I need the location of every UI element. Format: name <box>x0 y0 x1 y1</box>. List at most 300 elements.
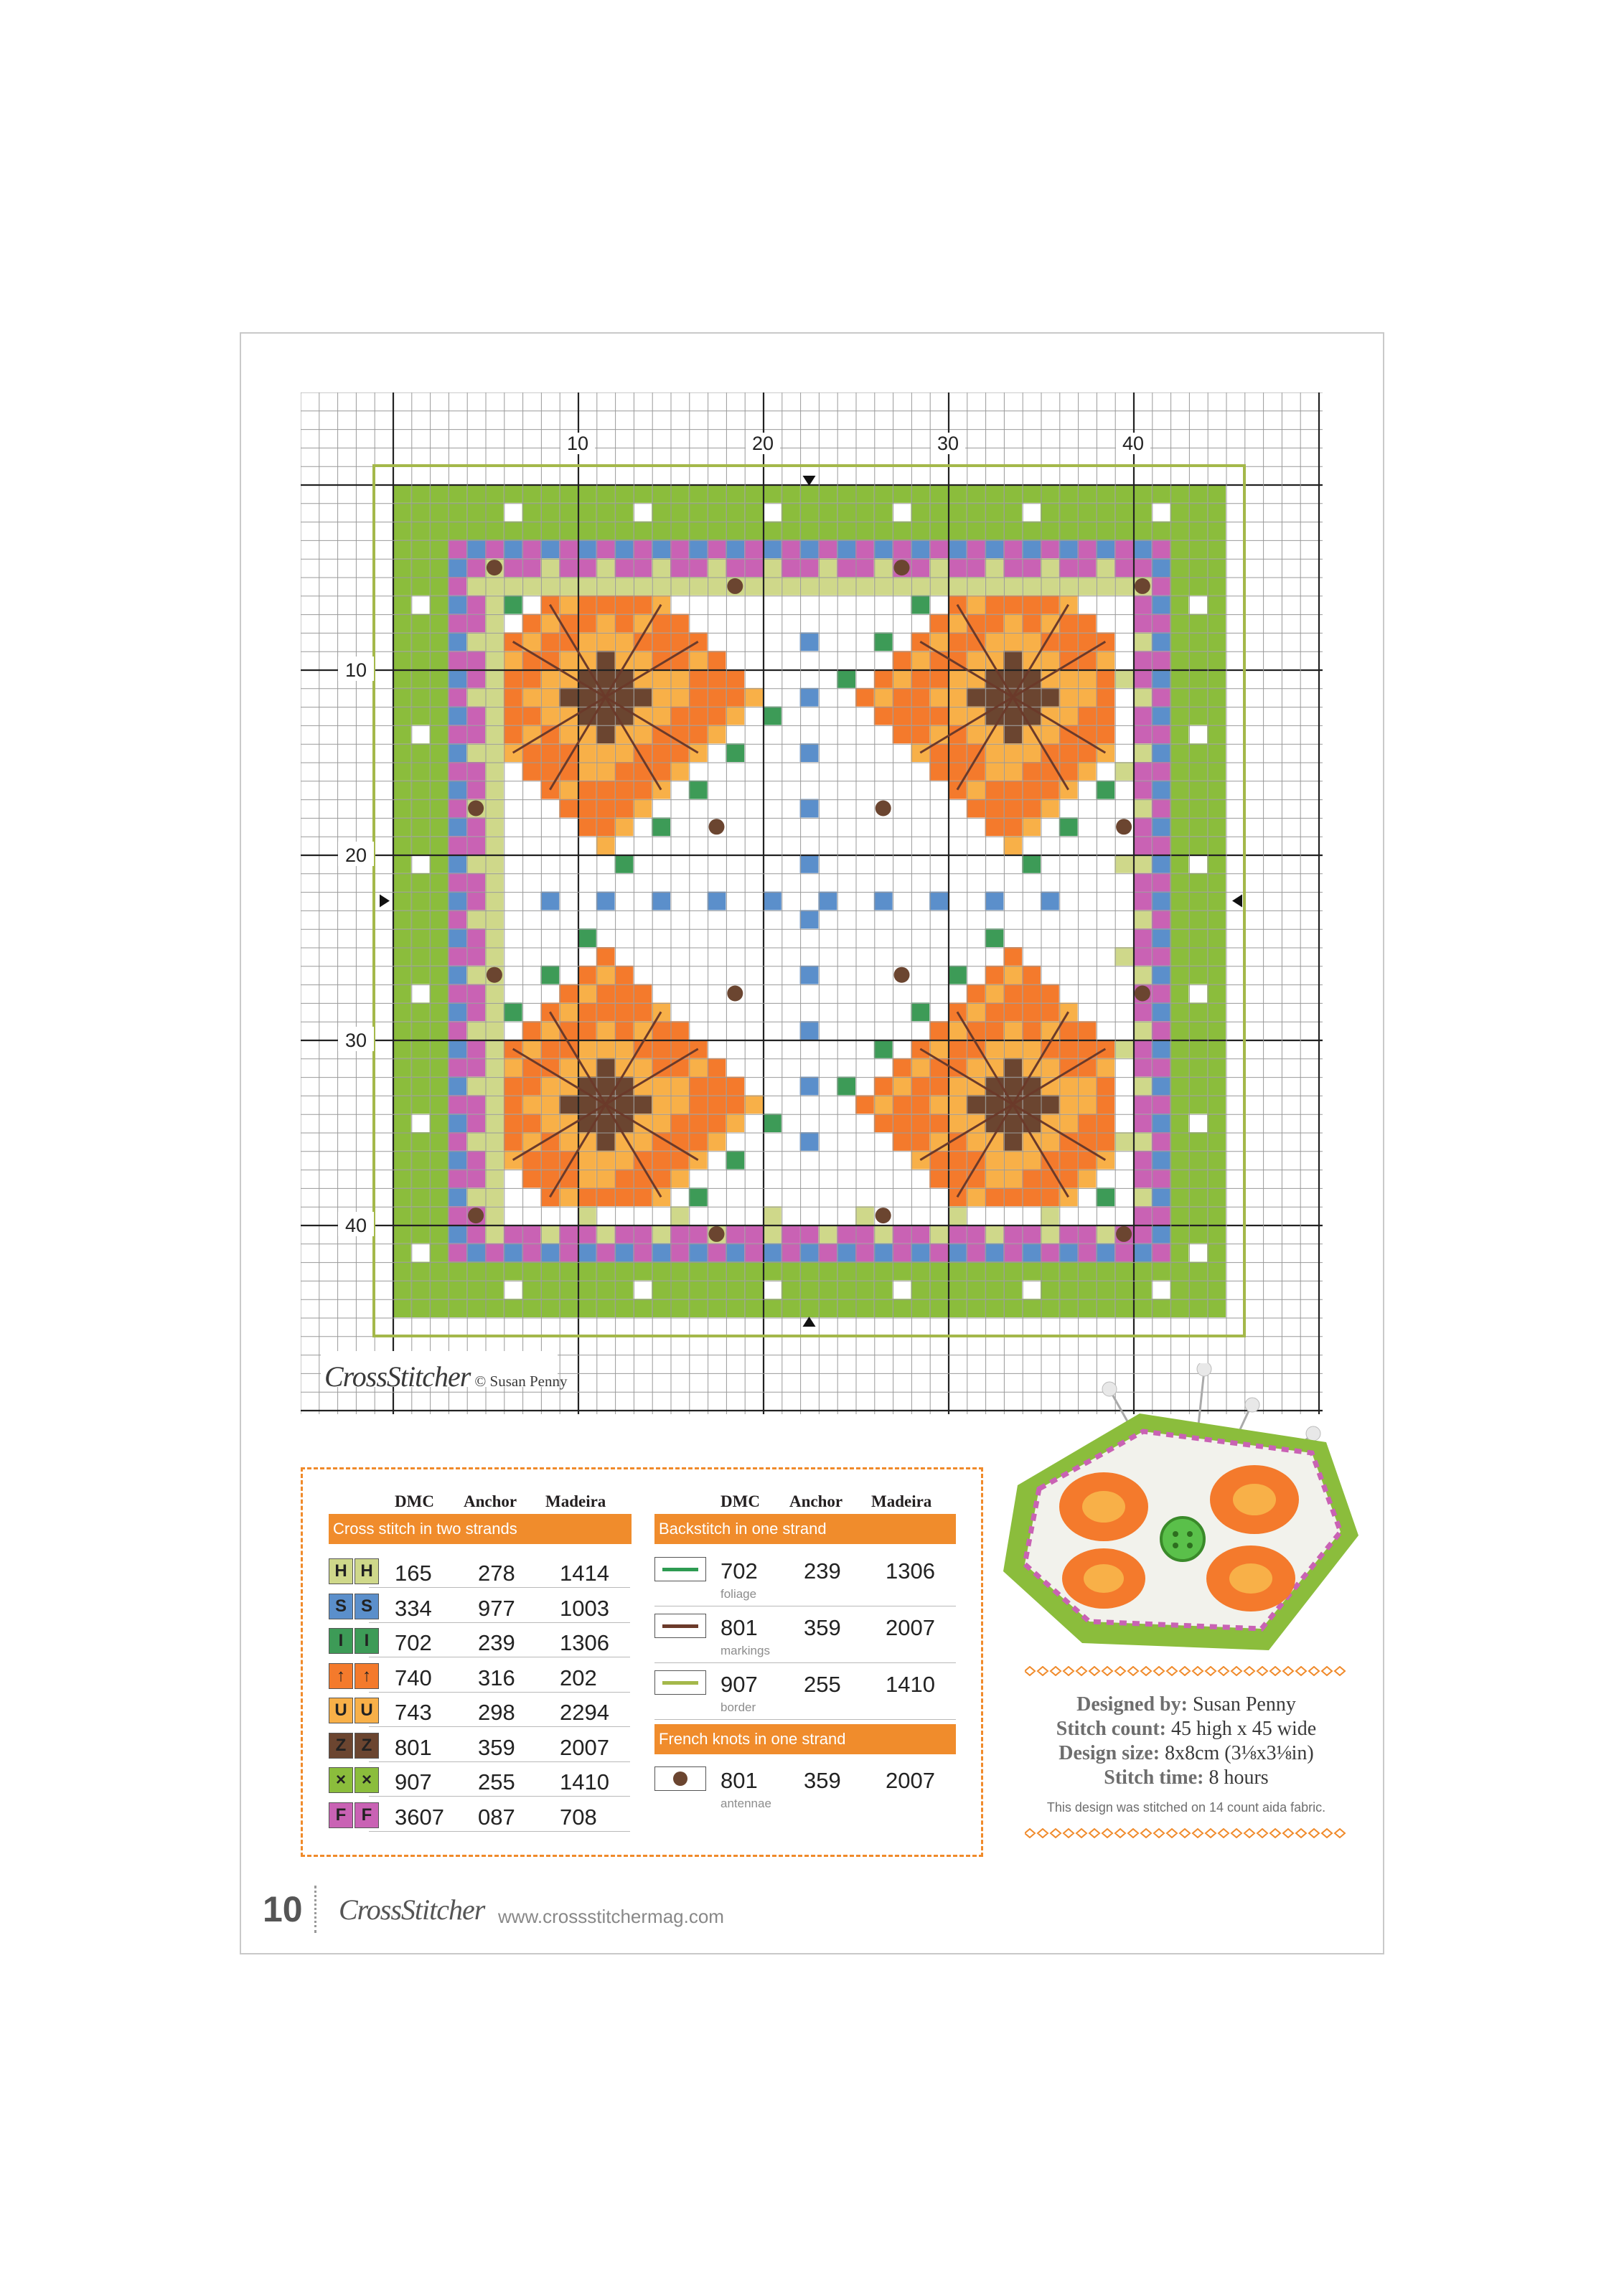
stitch-cell <box>504 577 522 596</box>
stitch-time-line <box>1003 1766 1369 1790</box>
stitch-cell <box>744 503 763 522</box>
stitch-cell <box>411 1002 430 1021</box>
stitch-cell <box>448 558 466 577</box>
key-row <box>329 1693 632 1728</box>
dmc-number: 801 <box>721 1615 758 1640</box>
stitch-cell <box>578 558 596 577</box>
stitch-cell <box>1041 1243 1059 1262</box>
stitch-cell <box>1041 540 1059 558</box>
stitch-cell <box>522 614 541 633</box>
stitch-cell <box>855 503 874 522</box>
madeira-number: 2007 <box>886 1615 935 1640</box>
stitch-cell <box>689 484 708 503</box>
stitch-cell <box>1207 762 1226 781</box>
anchor-number: 977 <box>478 1595 515 1621</box>
stitch-cell <box>818 484 837 503</box>
stitch-cell <box>652 596 670 614</box>
stitch-cell <box>929 707 948 725</box>
stitch-cell <box>708 1058 726 1077</box>
stitch-cell <box>1003 503 1022 522</box>
symbol-glyph: S <box>329 1594 353 1619</box>
stitch-cell <box>615 1040 634 1058</box>
stitch-cell <box>1170 781 1189 799</box>
stitch-cell <box>1096 540 1114 558</box>
stitch-cell <box>411 669 430 688</box>
stitch-cell <box>818 1280 837 1299</box>
stitch-cell <box>689 1058 708 1077</box>
stitch-cell <box>540 522 559 540</box>
stitch-cell <box>596 540 615 558</box>
stitch-cell <box>1022 743 1041 762</box>
stitch-cell <box>948 966 967 984</box>
stitch-cell <box>652 707 670 725</box>
stitch-cell <box>837 558 855 577</box>
stitch-cell <box>837 522 855 540</box>
stitch-cell <box>578 762 596 781</box>
stitch-cell <box>985 1151 1004 1170</box>
column-number: 40 <box>1122 433 1145 454</box>
stitch-cell <box>1188 910 1207 928</box>
stitch-cell <box>1059 503 1078 522</box>
stitch-cell <box>967 1225 985 1243</box>
stitch-cell <box>948 1077 967 1096</box>
stitch-cell <box>1022 577 1041 596</box>
stitch-cell <box>1188 947 1207 966</box>
stitch-cell <box>929 1095 948 1114</box>
stitch-cell <box>985 1002 1004 1021</box>
stitch-cell <box>393 1040 411 1058</box>
stitch-cell <box>744 540 763 558</box>
stitch-cell <box>1152 596 1170 614</box>
stitch-cell <box>448 984 466 1003</box>
stitch-cell <box>985 596 1004 614</box>
stitch-cell <box>596 725 615 743</box>
stitch-cell <box>633 1095 652 1114</box>
row-divider <box>369 1831 630 1832</box>
symbol-glyph: ↑ <box>355 1663 379 1689</box>
stitch-cell <box>670 1280 689 1299</box>
stitch-cell <box>466 1225 485 1243</box>
stitch-cell <box>448 1095 466 1114</box>
stitch-cell <box>948 1040 967 1058</box>
stitch-cell <box>540 1114 559 1132</box>
stitch-cell <box>911 1002 929 1021</box>
stitch-cell <box>948 632 967 651</box>
stitch-cell <box>708 1243 726 1262</box>
stitch-cell <box>985 817 1004 836</box>
stitch-cell <box>1170 540 1189 558</box>
stitch-cell <box>1152 1225 1170 1243</box>
stitch-cell <box>689 1114 708 1132</box>
stitch-cell <box>1133 1299 1152 1317</box>
thread-symbol <box>329 1698 380 1723</box>
stitch-cell <box>448 484 466 503</box>
stitch-cell <box>1059 1114 1078 1132</box>
stitch-cell <box>411 614 430 633</box>
stitch-cell <box>1188 817 1207 836</box>
stitch-cell <box>1114 1243 1133 1262</box>
stitch-cell <box>466 669 485 688</box>
stitch-cell <box>466 632 485 651</box>
stitch-cell <box>430 1299 449 1317</box>
stitch-cell <box>411 503 430 522</box>
stitch-cell <box>615 1225 634 1243</box>
dmc-number: 907 <box>395 1769 432 1794</box>
stitch-cell <box>430 799 449 818</box>
stitch-cell <box>1041 1225 1059 1243</box>
stitch-cell <box>670 1114 689 1132</box>
dmc-header: DMC <box>721 1492 760 1510</box>
stitch-cell <box>448 1021 466 1040</box>
stitch-cell <box>559 1002 578 1021</box>
dmc-number: 801 <box>721 1768 758 1793</box>
stitch-cell <box>1022 781 1041 799</box>
stitch-cell <box>800 743 819 762</box>
stitch-cell <box>1003 1243 1022 1262</box>
stitch-cell <box>448 1262 466 1281</box>
stitch-cell <box>1188 503 1207 522</box>
stitch-cell <box>615 1187 634 1206</box>
stitch-cell <box>485 725 504 743</box>
stitch-cell <box>929 892 948 911</box>
stitch-cell <box>689 1299 708 1317</box>
stitch-cell <box>448 799 466 818</box>
row-divider <box>369 1692 630 1693</box>
stitch-time-label: Stitch time: <box>1104 1766 1204 1789</box>
stitch-cell <box>1152 799 1170 818</box>
stitch-cell <box>596 836 615 855</box>
stitch-cell <box>504 522 522 540</box>
footer-url[interactable]: www.crossstitchermag.com <box>498 1906 724 1927</box>
stitch-cell <box>1152 855 1170 873</box>
thread-use-label: foliage <box>721 1587 757 1601</box>
symbol-glyph: H <box>329 1558 353 1584</box>
stitch-cell <box>633 688 652 707</box>
stitch-cell <box>708 651 726 669</box>
stitch-cell <box>393 1002 411 1021</box>
stitch-cell <box>689 1262 708 1281</box>
stitch-cell <box>967 1262 985 1281</box>
stitch-cell <box>466 1151 485 1170</box>
stitch-cell <box>708 1262 726 1281</box>
stitch-cell <box>633 1058 652 1077</box>
stitch-cell <box>393 558 411 577</box>
stitch-cell <box>633 558 652 577</box>
stitch-cell <box>1152 1002 1170 1021</box>
stitch-cell <box>1022 817 1041 836</box>
stitch-cell <box>633 1225 652 1243</box>
symbol-glyph: Z <box>329 1733 353 1759</box>
stitch-cell <box>1152 1077 1170 1096</box>
stitch-cell <box>855 1225 874 1243</box>
stitch-cell <box>448 762 466 781</box>
stitch-cell <box>948 707 967 725</box>
stitch-cell <box>985 781 1004 799</box>
stitch-cell <box>411 1206 430 1225</box>
stitch-cell <box>485 1077 504 1096</box>
stitch-cell <box>782 558 800 577</box>
stitch-cell <box>1170 1299 1189 1317</box>
stitch-cell <box>1152 762 1170 781</box>
stitch-cell <box>485 1040 504 1058</box>
stitch-cell <box>708 1280 726 1299</box>
stitch-cell <box>504 632 522 651</box>
stitch-cell <box>1096 1095 1114 1114</box>
stitch-cell <box>430 669 449 688</box>
stitch-cell <box>393 522 411 540</box>
anchor-number: 278 <box>478 1561 515 1586</box>
stitch-cell <box>1170 1151 1189 1170</box>
stitch-cell <box>596 1243 615 1262</box>
stitch-cell <box>1078 484 1097 503</box>
stitch-cell <box>1207 1077 1226 1096</box>
stitch-cell <box>393 762 411 781</box>
stitch-cell <box>1003 558 1022 577</box>
stitches <box>393 484 1226 1317</box>
stitch-cell <box>578 484 596 503</box>
stitch-cell <box>1059 540 1078 558</box>
stitch-cell <box>411 1021 430 1040</box>
stitch-cell <box>540 892 559 911</box>
stitch-cell <box>411 1077 430 1096</box>
stitch-cell <box>652 1243 670 1262</box>
stitch-cell <box>466 651 485 669</box>
stitch-cell <box>448 817 466 836</box>
stitch-cell <box>929 1077 948 1096</box>
stitch-cell <box>967 1002 985 1021</box>
stitch-cell <box>1133 558 1152 577</box>
stitch-time-value: 8 hours <box>1208 1766 1269 1789</box>
stitch-cell <box>596 966 615 984</box>
stitch-cell <box>430 928 449 947</box>
stitch-cell <box>1188 836 1207 855</box>
stitch-cell <box>504 1077 522 1096</box>
stitch-cell <box>948 688 967 707</box>
stitch-cell <box>485 873 504 892</box>
row-divider <box>369 1796 630 1797</box>
stitch-cell <box>1041 1299 1059 1317</box>
stitch-cell <box>393 1095 411 1114</box>
stitch-cell <box>1207 1040 1226 1058</box>
stitch-cell <box>430 540 449 558</box>
stitch-cell <box>1022 540 1041 558</box>
stitch-cell <box>393 540 411 558</box>
stitch-cell <box>485 1021 504 1040</box>
stitch-cell <box>1096 1225 1114 1243</box>
stitch-cell <box>559 540 578 558</box>
stitch-cell <box>708 669 726 688</box>
stitch-cell <box>466 910 485 928</box>
stitch-cell <box>1152 688 1170 707</box>
french-knot <box>894 560 910 575</box>
stitch-cell <box>596 596 615 614</box>
stitch-cell <box>466 947 485 966</box>
stitch-cell <box>1078 1021 1097 1040</box>
stitch-cell <box>559 1187 578 1206</box>
stitch-cell <box>540 503 559 522</box>
stitch-cell <box>596 1170 615 1188</box>
stitch-cell <box>1059 781 1078 799</box>
stitch-cell <box>1059 1225 1078 1243</box>
stitch-cell <box>1207 484 1226 503</box>
madeira-header: Madeira <box>545 1492 606 1510</box>
stitch-cell <box>800 966 819 984</box>
stitch-cell <box>1207 855 1226 873</box>
madeira-number: 1414 <box>560 1561 609 1586</box>
stitch-cell <box>448 503 466 522</box>
stitch-cell <box>559 1262 578 1281</box>
stitch-cell <box>1078 1243 1097 1262</box>
stitch-cell <box>800 1225 819 1243</box>
stitch-cell <box>1188 873 1207 892</box>
anchor-header: Anchor <box>464 1492 517 1510</box>
stitch-cell <box>1022 558 1041 577</box>
stitch-cell <box>485 707 504 725</box>
stitch-cell <box>615 614 634 633</box>
stitch-cell <box>1207 725 1226 743</box>
stitch-cell <box>1188 1095 1207 1114</box>
stitch-cell <box>466 1262 485 1281</box>
stitch-cell <box>633 1002 652 1021</box>
stitch-cell <box>596 632 615 651</box>
stitch-cell <box>967 596 985 614</box>
stitch-cell <box>1078 1225 1097 1243</box>
stitch-cell <box>800 484 819 503</box>
stitch-cell <box>1003 799 1022 818</box>
stitch-cell <box>1096 1299 1114 1317</box>
stitch-cell <box>615 1243 634 1262</box>
stitch-cell <box>948 1243 967 1262</box>
stitch-cell <box>1170 873 1189 892</box>
stitch-cell <box>967 688 985 707</box>
stitch-cell <box>633 984 652 1003</box>
symbol-glyph: I <box>355 1628 379 1654</box>
stitch-cell <box>1059 1187 1078 1206</box>
stitch-cell <box>430 1077 449 1096</box>
stitch-cell <box>1096 781 1114 799</box>
stitch-cell <box>522 1262 541 1281</box>
stitch-cell <box>708 688 726 707</box>
stitch-cell <box>1170 614 1189 633</box>
stitch-cell <box>1078 1170 1097 1188</box>
stitch-cell <box>466 855 485 873</box>
stitch-cell <box>929 688 948 707</box>
stitch-cell <box>430 836 449 855</box>
stitch-cell <box>430 1151 449 1170</box>
stitch-cell <box>726 1225 744 1243</box>
stitch-cell <box>967 725 985 743</box>
stitch-cell <box>448 892 466 911</box>
stitch-cell <box>522 762 541 781</box>
stitch-cell <box>578 577 596 596</box>
stitch-cell <box>652 522 670 540</box>
stitch-cell <box>670 762 689 781</box>
stitch-cell <box>430 910 449 928</box>
stitch-cell <box>393 743 411 762</box>
stitch-cell <box>726 688 744 707</box>
stitch-cell <box>1114 1299 1133 1317</box>
stitch-cell <box>985 799 1004 818</box>
stitch-cell <box>393 1151 411 1170</box>
stitch-cell <box>466 817 485 836</box>
stitch-cell <box>1114 1262 1133 1281</box>
backstitch-symbol <box>654 1614 706 1638</box>
madeira-number: 1410 <box>886 1672 935 1697</box>
stitch-cell <box>485 743 504 762</box>
page-number: 10 <box>263 1889 303 1929</box>
button-hole <box>1173 1543 1178 1548</box>
stitch-cell <box>911 596 929 614</box>
stitch-cell <box>800 1299 819 1317</box>
stitch-cell <box>929 484 948 503</box>
stitch-cell <box>615 762 634 781</box>
stitch-cell <box>670 1243 689 1262</box>
stitch-cell <box>1133 966 1152 984</box>
stitch-cell <box>559 1243 578 1262</box>
stitch-cell <box>504 688 522 707</box>
stitch-cell <box>1022 1243 1041 1262</box>
stitch-cell <box>1114 1280 1133 1299</box>
french-knot <box>487 560 502 575</box>
stitch-cell <box>1152 707 1170 725</box>
stitch-cell <box>540 1262 559 1281</box>
stitch-cell <box>578 522 596 540</box>
stitch-cell <box>1041 1206 1059 1225</box>
stitch-cell <box>448 1243 466 1262</box>
stitch-cell <box>967 651 985 669</box>
stitch-cell <box>411 484 430 503</box>
stitch-cell <box>1059 1262 1078 1281</box>
stitch-cell <box>1003 1132 1022 1151</box>
stitch-cell <box>855 1206 874 1225</box>
stitch-cell <box>874 1040 893 1058</box>
stitch-cell <box>1188 781 1207 799</box>
stitch-cell <box>1133 1114 1152 1132</box>
designed-by-value: Susan Penny <box>1192 1693 1296 1716</box>
stitch-cell <box>708 1132 726 1151</box>
stitch-cell <box>1022 1299 1041 1317</box>
chart-credit: © Susan Penny <box>474 1373 568 1390</box>
stitch-cell <box>1207 1280 1226 1299</box>
stitch-cell <box>985 1262 1004 1281</box>
stitch-cell <box>1078 1114 1097 1132</box>
stitch-cell <box>393 1187 411 1206</box>
stitch-cell <box>540 1225 559 1243</box>
stitch-cell <box>1041 725 1059 743</box>
stitch-cell <box>1003 1151 1022 1170</box>
stitch-cell <box>1170 1243 1189 1262</box>
stitch-cell <box>708 503 726 522</box>
stitch-cell <box>1188 1021 1207 1040</box>
stitch-cell <box>1188 1187 1207 1206</box>
stitch-cell <box>1170 1262 1189 1281</box>
stitch-cell <box>1152 1187 1170 1206</box>
stitch-cell <box>652 503 670 522</box>
stitch-cell <box>448 1058 466 1077</box>
stitch-cell <box>893 1114 911 1132</box>
stitch-cell <box>411 1225 430 1243</box>
stitch-cell <box>411 892 430 911</box>
stitch-cell <box>1059 484 1078 503</box>
stitch-cell <box>874 1114 893 1132</box>
stitch-cell <box>393 1077 411 1096</box>
stitch-cell <box>929 1225 948 1243</box>
stitch-cell <box>837 1225 855 1243</box>
stitch-cell <box>874 540 893 558</box>
stitch-cell <box>615 522 634 540</box>
stitch-cell <box>448 522 466 540</box>
stitch-cell <box>430 1206 449 1225</box>
